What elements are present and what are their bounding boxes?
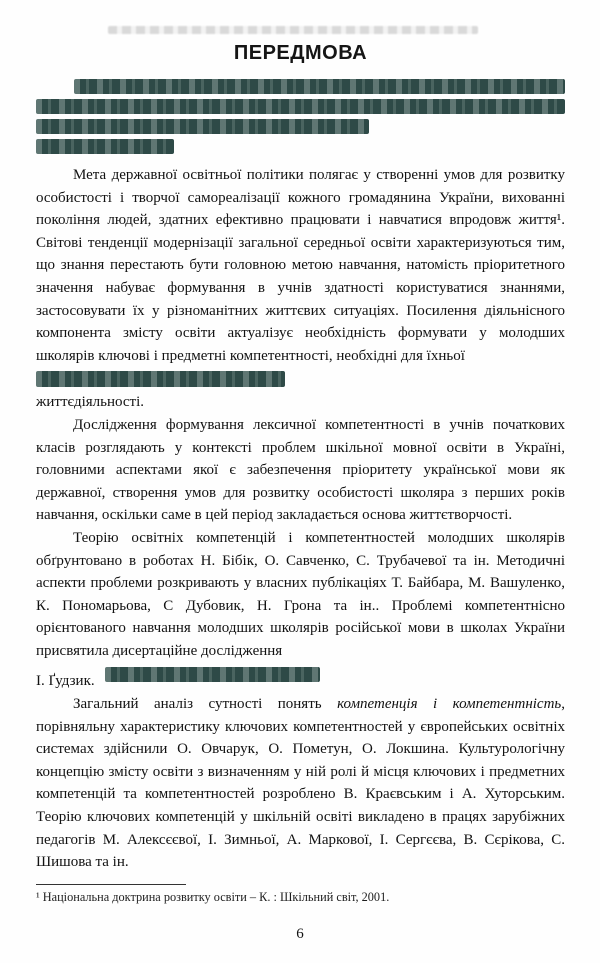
footnote-text: ¹ Національна доктрина розвитку освіти – К. : Шкільний світ, 2001. [36,890,390,904]
paragraph-2: Дослідження формування лексичної компетентності в учнів початкових класів розглядають у контексті проблем шкільної мовної освіти в Україні, головними аспектами якої є забезпечення пріоритету української мови як державної, створення умов для розвитку особистості школяра з перших років навчання, оскільки саме в цей період закладається основа життєтворчості. [36,416,565,524]
page-number: 6 [296,926,304,942]
paragraph-3-tail-text: І. Ґудзик. [36,673,95,690]
redacted-text-block [36,79,565,154]
redacted-line [36,119,369,134]
redacted-line [36,99,565,114]
paragraph-4-text: Загальний аналіз сутності понять [73,696,338,713]
page-title: ПЕРЕДМОВА [233,42,368,64]
body-text [36,164,565,874]
redacted-line [74,79,565,94]
redacted-line [105,667,320,682]
paragraph-1: Мета державної освітньої політики полягає у створенні умов для розвитку особистості і творчої самореалізації кожного громадянина України, вихованні покоління людей, здатних ефективно працювати і навчатися впродовж життя¹. Світові тенденції модернізації загальної середньої освіти характеризуються тим, що знання перестають бути головною метою навчання, натомість пріоритетного значення набуває формування в учнів здатності користуватися знаннями, застосовувати їх у різноманітних життєвих ситуаціях. Посилення діяльнісного компонента змісту освіти актуалізує необхідність формувати у молодших школярів ключові і предметні компетентності, необхідні для їхньої [36,167,565,364]
paragraph-4-italic-terms: компетенція і компетентність [337,696,562,713]
paragraph-3-continuation [36,662,565,693]
paragraph-4-text: , порівняльну характеристику ключових компетентностей у європейських освітніх системах здійснили О. Овчарук, О. Пометун, О. Локшина. Культурологічну концепцію змісту освіти з визначенням у ній ролі й місця ключових і предметних компетенцій та компетентностей розроблено В. Краєвським і А. Хуторським. Теорію ключових компетенцій у шкільній освіті викладено в працях зарубіжних педагогів М. Алексєєвої, І. Зимньої, А. Маркової, І. Сергєєва, В. Сєрікова, С. Шишова та ін. [36,696,565,871]
footnote-divider [36,884,186,885]
redacted-line [36,139,174,154]
paragraph-1-continuation: життєдіяльності. [36,394,144,411]
footnote-area [36,884,565,905]
redacted-line [36,371,285,387]
faded-print-artifact [108,26,478,34]
paragraph-3: Теорію освітніх компетенцій і компетентностей молодших школярів обґрунтовано в роботах Н. Бібік, О. Савченко, С. Трубачевої та ін. Методичні аспекти проблеми розкривають у власних публікаціях Т. Байбара, М. Вашуленко, К. Пономарьова, С Дубовик, Н. Грона та ін.. Проблемі компетентнісно орієнтованого навчання молодших школярів російської мови в школах України присвятила дисертаційне дослідження [36,529,565,659]
paragraph-4 [36,693,565,874]
